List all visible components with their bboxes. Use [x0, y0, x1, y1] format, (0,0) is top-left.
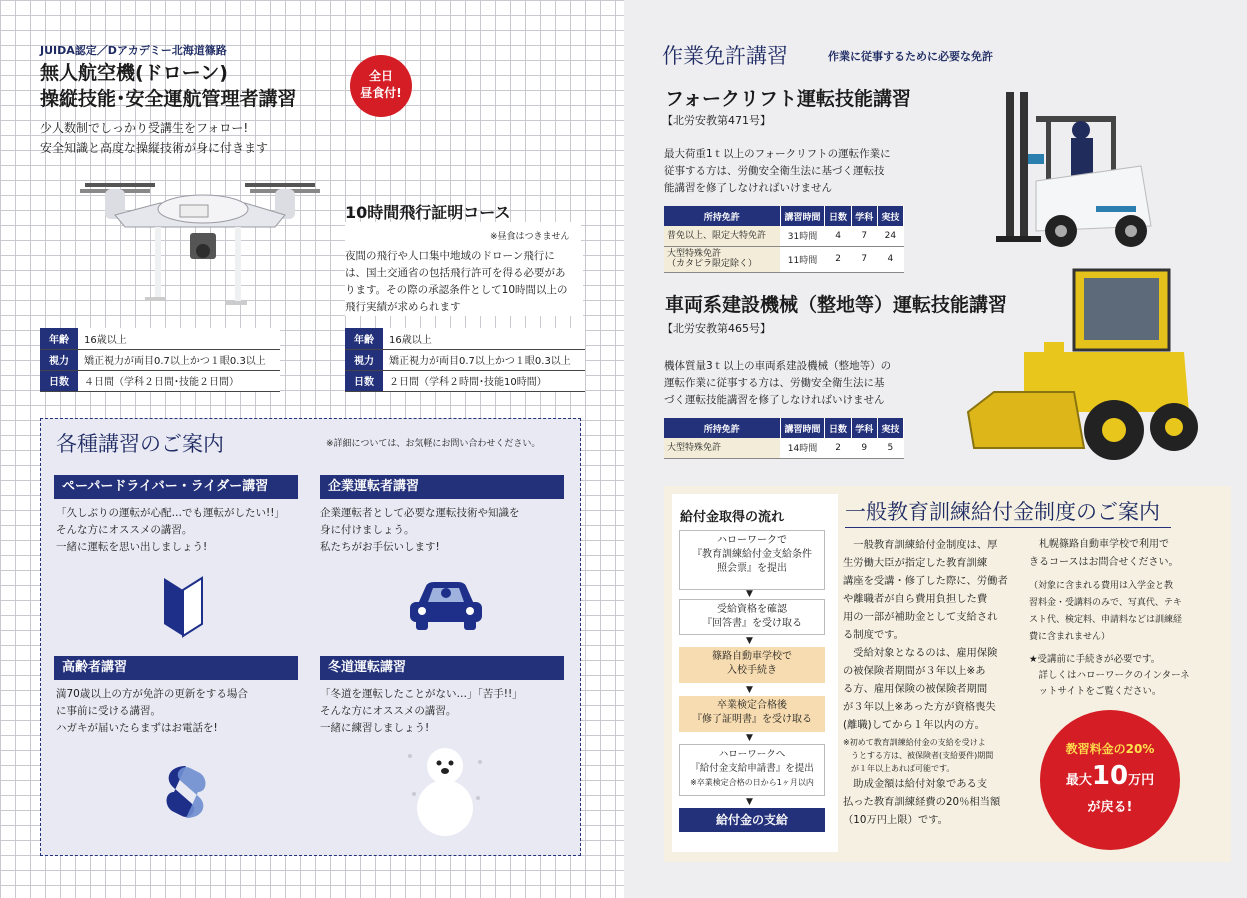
work-title: 作業免許講習 [662, 44, 788, 68]
course-desc-line: ハガキが届いたらまずはお電話を! [56, 722, 218, 734]
col-header: 学科 [851, 206, 877, 226]
course-desc-line: そんな方にオススメの講習。 [56, 524, 193, 536]
spec-key: 視力 [345, 349, 383, 370]
course-desc-line: 身に付けましょう。 [320, 524, 415, 536]
flow-arrow-icon: ▼ [746, 733, 753, 743]
drone-title-line2: 操縦技能･安全運航管理者講習 [40, 88, 297, 110]
courses-title: 各種講習のご案内 [56, 432, 224, 456]
body-line: 払った教育訓練経費の20％相当額 [843, 796, 1001, 808]
license-name-line: （カタピラ限定除く） [667, 259, 758, 269]
spec-key: 日数 [40, 370, 78, 391]
spec-key: 日数 [345, 370, 383, 391]
course10-desc [345, 248, 583, 316]
drone-title-line1: 無人航空機(ドローン) [40, 62, 228, 84]
practice-cell: 24 [877, 226, 903, 246]
flow-arrow-icon: ▼ [746, 797, 753, 807]
vehicle-title: 車両系建設機械（整地等）運転技能講習 [665, 294, 1008, 316]
forklift-desc-line: 最大荷重1ｔ以上のフォークリフトの運転作業に [664, 148, 891, 160]
theory-cell: 7 [851, 246, 877, 272]
flow-step-line: 『給付金支給申請書』を提出 [690, 763, 814, 774]
spec-key: 年齢 [40, 328, 78, 349]
spec-row [345, 349, 585, 370]
forklift-desc-line: 従事する方は、労働安全衛生法に基づく運転技 [664, 165, 885, 177]
spec-value: ４日間（学科２日間･技能２日間） [78, 370, 280, 391]
forklift-desc [664, 146, 891, 197]
side-line: 費に含まれません） [1029, 632, 1111, 642]
course-desc-line: 「冬道を運転したことがない…」「苦手!!」 [320, 688, 523, 700]
forklift-title: フォークリフト運転技能講習 [665, 88, 912, 110]
footnote-line: うとする方は、被保険者(支給要件)期間 [843, 751, 994, 760]
course-desc-senior [56, 686, 248, 737]
forklift-license-table [664, 206, 904, 273]
spec-key: 年齢 [345, 328, 383, 349]
drone-title [40, 60, 297, 112]
col-header: 講習時間 [780, 206, 825, 226]
course-desc-line: 「久しぶりの運転が心配…でも運転がしたい!!」 [56, 507, 285, 519]
flow-step-line: 照会票』を提出 [717, 563, 787, 574]
footnote-line: ※初めて教育訓練給付金の支給を受けよ [843, 738, 986, 747]
spec-value: 16歳以上 [383, 328, 585, 349]
course-desc-line: そんな方にオススメの講習。 [320, 705, 457, 717]
col-header: 日数 [825, 206, 851, 226]
flow-final-step: 給付金の支給 [679, 808, 825, 832]
license-name [664, 246, 780, 272]
table-row [664, 226, 904, 246]
body-line: の被保険者期間が３年以上※あ [843, 665, 986, 677]
beginner-mark-icon [160, 574, 206, 638]
course-desc-line: 一緒に練習しましょう! [320, 722, 430, 734]
spec-value: 矯正視力が両目0.7以上かつ１眼0.3以上 [383, 349, 585, 370]
work-subtitle: 作業に従事するために必要な免許 [828, 50, 993, 63]
license-name: 大型特殊免許 [664, 438, 780, 458]
body-line: る制度です。 [843, 629, 904, 641]
days-cell: 4 [825, 226, 851, 246]
hours-cell: 11時間 [780, 246, 825, 272]
drone-lead [40, 118, 268, 158]
vehicle-license-table [664, 418, 904, 459]
flow-step-3 [679, 647, 825, 683]
col-header: 所持免許 [664, 206, 780, 226]
benefit-side-notes [1029, 536, 1207, 700]
flow-step-5 [679, 744, 825, 796]
forklift-desc-line: 能講習を修了しなければいけません [664, 182, 832, 194]
body-line: （10万円上限）です。 [843, 814, 948, 826]
benefit-title: 一般教育訓練給付金制度のご案内 [845, 500, 1160, 524]
lunch-badge [350, 55, 412, 117]
drone-lead-line1: 少人数制でしっかり受講生をフォロー! [40, 121, 249, 135]
flow-arrow-icon: ▼ [746, 589, 753, 599]
body-line: 受給対象となるのは、雇用保険 [843, 647, 998, 659]
flow-step-note: ※卒業検定合格の日から1ヶ月以内 [690, 778, 814, 787]
side-line: 詳しくはハローワークのインターネ [1029, 670, 1190, 681]
col-header: 実技 [877, 418, 903, 438]
course10-desc-line: ります。その際の承認条件として10時間以上の [345, 284, 568, 296]
col-header: 日数 [825, 418, 851, 438]
col-header: 実技 [877, 206, 903, 226]
practice-cell: 5 [877, 438, 903, 458]
days-cell: 2 [825, 246, 851, 272]
benefit-footnote [843, 736, 1021, 775]
table-header-row [664, 206, 904, 226]
flow-step-line: 『回答書』を受け取る [702, 618, 802, 629]
theory-cell: 9 [851, 438, 877, 458]
course-desc-line: 私たちがお手伝いします! [320, 541, 440, 553]
snowman-icon [400, 742, 490, 838]
refund-badge-line3: が戻る! [1087, 800, 1133, 815]
course10-desc-line: 飛行実績が求められます [345, 301, 461, 313]
lunch-badge-line1: 全日 [368, 69, 393, 83]
flow-step-line: 『教育訓練給付金支給条件 [692, 549, 812, 560]
drone-spec-table-10h [345, 328, 585, 392]
course10-note: ※昼食はつきません [490, 232, 570, 242]
spec-key: 視力 [40, 349, 78, 370]
spec-row [40, 370, 280, 391]
col-header: 所持免許 [664, 418, 780, 438]
spec-row [40, 349, 280, 370]
flow-step-line: 『修了証明書』を受け取る [692, 714, 812, 725]
vehicle-desc-line: 機体質量3ｔ以上の車両系建設機械（整地等）の [664, 360, 892, 372]
table-row [664, 246, 904, 272]
body-line: 一般教育訓練給付金制度は、厚 [843, 539, 998, 551]
spec-value: ２日間（学科２時間･技能10時間） [383, 370, 585, 391]
senior-driver-mark-icon [160, 762, 212, 822]
refund-badge [1040, 710, 1180, 850]
body-line: や離職者が自ら費用負担した費 [843, 593, 988, 605]
refund-max-label: 最大 [1065, 773, 1092, 788]
forklift-photo [976, 86, 1176, 252]
flow-arrow-icon: ▼ [746, 636, 753, 646]
body-line: (離職)してから１年以内の方。 [843, 719, 985, 731]
course10-title: 10時間飛行証明コース [345, 203, 511, 222]
course-title-corporate: 企業運転者講習 [320, 475, 564, 499]
course10-desc-line: 夜間の飛行や人口集中地域のドローン飛行に [345, 250, 555, 262]
spec-row [345, 328, 585, 349]
spec-row [345, 370, 585, 391]
days-cell: 2 [825, 438, 851, 458]
course10-desc-line: は、国土交通省の包括飛行許可を得る必要があ [345, 267, 566, 279]
flow-step-2 [679, 599, 825, 635]
vehicle-desc-line: づく運転技能講習を修了しなければいけません [664, 394, 885, 406]
course-desc-paper-driver [56, 505, 285, 556]
spec-row [40, 328, 280, 349]
course-desc-line: に事前に受ける講習。 [56, 705, 161, 717]
license-name: 普免以上、限定大特免許 [664, 226, 780, 246]
vehicle-desc-line: 運転作業に従事する方は、労働安全衛生法に基 [664, 377, 885, 389]
refund-badge-line1: 教習料金の20% [1065, 742, 1155, 756]
flow-step-4 [679, 696, 825, 732]
drone-photo [75, 175, 325, 315]
body-line: る方、雇用保険の被保険者期間 [843, 683, 988, 695]
refund-unit: 万円 [1128, 773, 1155, 788]
vehicle-code: 【北労安教第465号】 [662, 322, 771, 335]
courses-note: ※詳細については、お気軽にお問い合わせください。 [326, 439, 541, 449]
col-header: 学科 [851, 418, 877, 438]
side-cost-note [1029, 578, 1207, 646]
drone-lead-line2: 安全知識と高度な操縦技術が身に付きます [40, 141, 269, 155]
vehicle-desc [664, 358, 891, 409]
benefit-body [843, 536, 1021, 829]
footnote-line: が１年以上あれば可能です。 [843, 764, 955, 773]
table-header-row [664, 418, 904, 438]
course-desc-winter [320, 686, 523, 737]
spec-value: 16歳以上 [78, 328, 280, 349]
body-line: 助成金額は給付対象である支 [843, 778, 988, 790]
table-row [664, 438, 904, 458]
body-line: 講座を受講・修了した際に、労働者 [843, 575, 1008, 587]
license-name-line: 大型特殊免許 [667, 249, 722, 259]
flow-step-1 [679, 530, 825, 590]
course-desc-line: 企業運転者として必要な運転技術や知識を [320, 507, 520, 519]
wheel-loader-photo [964, 262, 1200, 472]
side-line: ットサイトをご覧ください。 [1029, 686, 1162, 697]
practice-cell: 4 [877, 246, 903, 272]
side-line: 札幌篠路自動車学校で利用で [1029, 539, 1169, 550]
course-title-paper-driver: ペーパードライバー・ライダー講習 [54, 475, 298, 499]
course-desc-line: 一緒に運転を思い出しましょう! [56, 541, 208, 553]
course-title-senior: 高齢者講習 [54, 656, 298, 680]
flow-step-line: 篠路自動車学校で [712, 651, 792, 662]
lunch-badge-line2: 昼食付! [360, 86, 402, 100]
car-driver-icon [408, 578, 484, 632]
col-header: 講習時間 [780, 418, 825, 438]
body-line: 生労働大臣が指定した教育訓練 [843, 557, 988, 569]
forklift-code: 【北労安教第471号】 [662, 114, 771, 127]
side-line: スト代、検定料、申請料などは訓練経 [1029, 615, 1183, 625]
body-line: 用の一部が補助金として支給され [843, 611, 998, 623]
hours-cell: 31時間 [780, 226, 825, 246]
course-desc-corporate [320, 505, 520, 556]
course-desc-line: 満70歳以上の方が免許の更新をする場合 [56, 688, 248, 700]
refund-badge-line2 [1040, 761, 1180, 796]
drone-spec-table-4day [40, 328, 280, 392]
drone-tag: JUIDA認定／Dアカデミー北海道篠路 [40, 44, 227, 57]
theory-cell: 7 [851, 226, 877, 246]
side-procedure-note [1029, 652, 1207, 700]
body-line: が３年以上※あった方が資格喪失 [843, 701, 996, 713]
flow-step-line: 卒業検定合格後 [717, 700, 787, 711]
side-line: 習料金・受講料のみで、写真代、テキ [1029, 598, 1182, 608]
flow-title: 給付金取得の流れ [680, 510, 785, 525]
course-title-winter: 冬道運転講習 [320, 656, 564, 680]
flow-arrow-icon: ▼ [746, 685, 753, 695]
refund-amount: 10 [1091, 761, 1129, 791]
side-line: ★受講前に手続きが必要です。 [1029, 654, 1161, 665]
flow-step-line: ハローワークで [717, 535, 787, 546]
hours-cell: 14時間 [780, 438, 825, 458]
flow-step-line: ハローワークへ [718, 749, 786, 760]
side-line: （対象に含まれる費用は入学金と教 [1029, 581, 1174, 591]
flow-step-line: 入校手続き [727, 665, 777, 676]
side-line: きるコースはお問合せください。 [1029, 557, 1179, 568]
flow-step-line: 受給資格を確認 [717, 604, 787, 615]
spec-value: 矯正視力が両目0.7以上かつ１眼0.3以上 [78, 349, 280, 370]
